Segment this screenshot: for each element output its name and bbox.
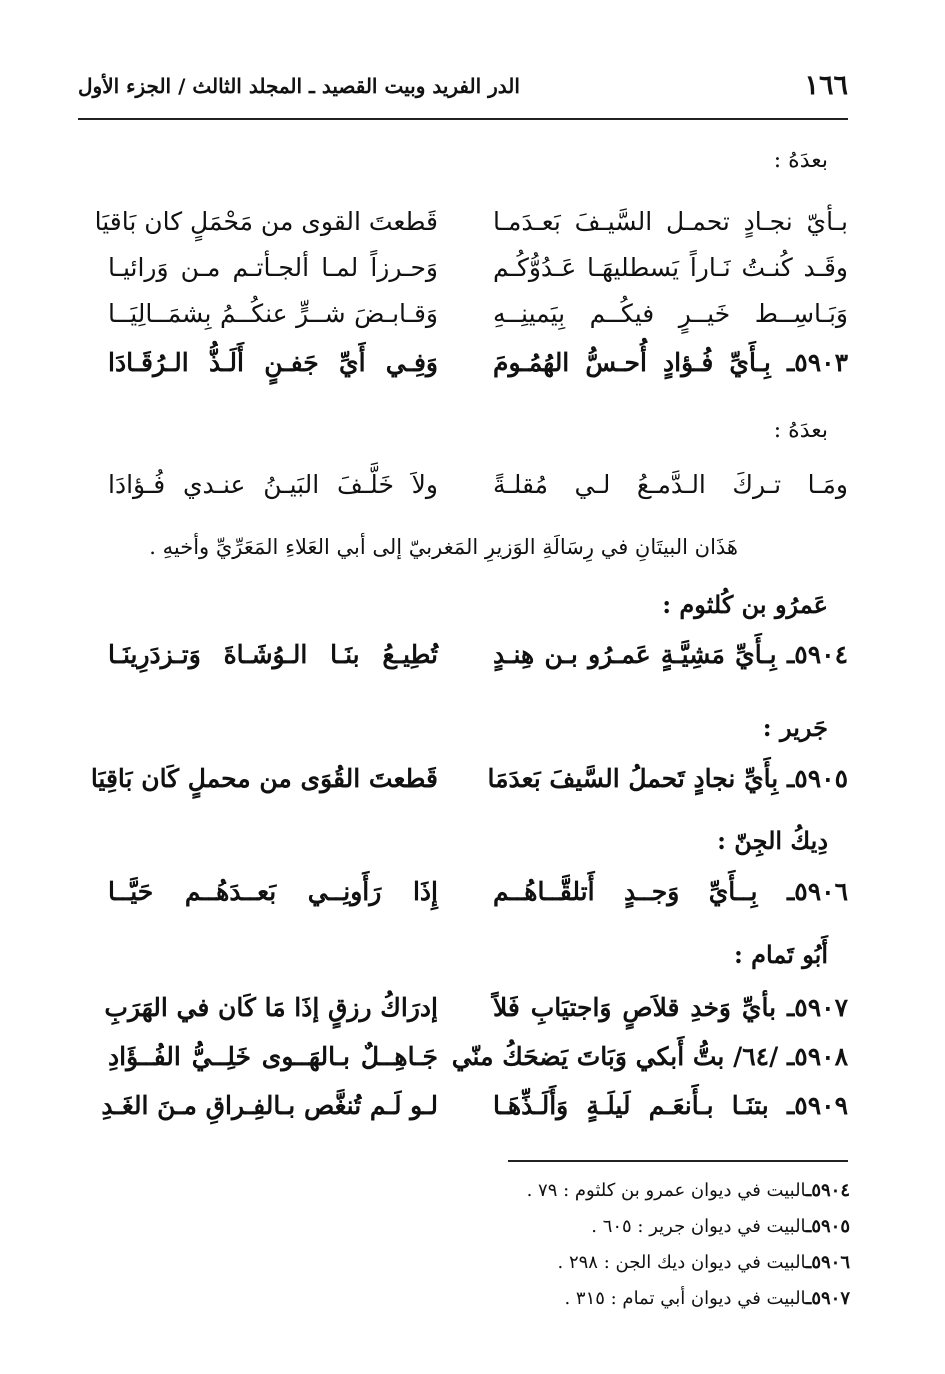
hemistich-second: تُطِيـعُ بنَـا الـوُشَـاةَ وَتـزدَرِينَـا: [108, 640, 438, 669]
running-head: الدر الفريد وبيت القصيد ـ المجلد الثالث / الجزء الأول: [78, 74, 520, 98]
intro-line: [78, 148, 848, 200]
intro-text: بعدَهُ :: [773, 418, 828, 443]
verse-number: ٥٩٠٤ـ: [786, 640, 848, 669]
hemistich-second: وَحـرزاً لمـا ألجـأتـم مـن وَرائيـا: [108, 253, 438, 282]
poet-name: جَرير :: [762, 713, 828, 742]
hemistich-second: وَقـابـضَ شــرٍّ عنكُــمُ بِشمَــالِيَــا: [108, 299, 438, 328]
verse-number: ٥٩٠٦ـ: [786, 877, 848, 906]
note-line: [78, 535, 848, 587]
verse-line-5905: [78, 764, 848, 816]
footnote-number: ٥٩٠٧ـ: [806, 1288, 850, 1309]
verse-number: ٥٩٠٩ـ: [786, 1091, 848, 1120]
hemistich-first: [493, 348, 848, 377]
hemistich-second: جَـاهِــلٌ بـالهَــوى خَلِــيُّ الفُــؤَادِ: [108, 1042, 438, 1071]
footnote-number: ٥٩٠٦ـ: [806, 1252, 850, 1273]
hemistich-second: ولاَ خَلَّـفَ البَيـنُ عنـدي فُـؤادَا: [108, 470, 438, 499]
verse-line-5904: [78, 640, 848, 692]
hemistich-second: وَفِـي أَيِّ جَفـنٍ أَلَـذُّ الـرُقَـادَا: [108, 348, 438, 377]
hemistich-first: [493, 877, 848, 906]
footnote-rule: [508, 1160, 848, 1162]
hemistich-text: بِـأَيِّ مَشِيَّـةٍ عَمـرُو بـن هِنـدٍ: [493, 640, 777, 669]
verse-line-5907: [78, 993, 848, 1045]
verse-line: [78, 299, 848, 351]
hemistich-first: [493, 1091, 848, 1120]
note-text: هَذَان البيتَانِ في رِسَالَةِ الوَزيرِ المَغربيّ إلى أبي العَلاءِ المَعَرِّيِّ وأخيهِ .: [149, 535, 738, 559]
hemistich-second: قَطعتَ القُوَى من محملٍ كَان بَاقِيَا: [90, 764, 438, 793]
hemistich-first: [493, 993, 848, 1022]
hemistich-text: بتنَـا بـأَنعَـم لَيلَـةٍ وَأَلَـذِّهَـا: [493, 1091, 769, 1120]
hemistich-text: بِـأَيِّ فُـؤادٍ أُحـسُّ الهُمُـومَ: [493, 348, 771, 377]
hemistich-text: بِــأَيِّ وَجــدٍ أَتلقَّــاهُــم: [493, 877, 758, 906]
hemistich-first: وَبَـاسِــط خَيــرٍ فيكُــم بِيَمينِــهِ: [493, 299, 848, 328]
poet-name: عَمرُو بن كُلثوم :: [662, 590, 828, 619]
header-rule: [78, 118, 848, 120]
hemistich-first: [451, 1042, 848, 1071]
footnote: [564, 1288, 850, 1309]
hemistich-second: قَطعتَ القوى من مَحْمَلٍ كان بَاقيَا: [94, 207, 438, 236]
hemistich-first: [493, 640, 848, 669]
page-header: [78, 70, 848, 110]
verse-line-5903: [78, 348, 848, 400]
footnote-number: ٥٩٠٤ـ: [806, 1180, 850, 1201]
hemistich-first: بـأيّ نجـادٍ تحمـل السَّيـفَ بَعـدَمـا: [493, 207, 848, 236]
footnote: [527, 1180, 850, 1201]
page-number: ١٦٦: [804, 70, 848, 101]
intro-line: [78, 418, 848, 470]
hemistich-second: إِذَا رَأَونِــي بَعــدَهُــم حَيَّــا: [108, 877, 438, 906]
verse-number: ٥٩٠٨ـ: [786, 1042, 848, 1071]
verse-number: ٥٩٠٥ـ: [786, 764, 848, 793]
hemistich-second: لـو لَـم تُنغَّص بـالفِـراقِ مـنَ الغَـدِ: [101, 1091, 438, 1120]
verse-number: ٥٩٠٣ـ: [786, 348, 848, 377]
poet-line: [78, 826, 848, 878]
footnote-text: البيت في ديوان عمرو بن كلثوم : ٧٩ .: [526, 1180, 807, 1201]
hemistich-first: [487, 764, 848, 793]
intro-text: بعدَهُ :: [773, 148, 828, 173]
verse-number: ٥٩٠٧ـ: [786, 993, 848, 1022]
poet-line: [78, 940, 848, 992]
hemistich-text: بِأَيِّ نجادٍ تَحملُ السَّيفَ بَعدَمَا: [487, 764, 779, 793]
verse-line-5906: [78, 877, 848, 929]
footnote-text: البيت في ديوان ديك الجن : ٢٩٨ .: [557, 1252, 807, 1273]
hemistich-first: ومَـا تـركَ الـدَّمـعُ لـي مُقلـةً: [493, 470, 848, 499]
footnote-text: البيت في ديوان أبي تمام : ٣١٥ .: [564, 1288, 807, 1309]
footnote-number: ٥٩٠٥ـ: [806, 1216, 850, 1237]
poet-name: أَبُو تَمام :: [733, 940, 828, 969]
verse-line-5908: [78, 1042, 848, 1094]
hemistich-first: وقَـد كُنـتُ نَـاراً يَسطليهَـا عَـدُوُّكُـم: [493, 253, 848, 282]
footnote-text: البيت في ديوان جرير : ٦٠٥ .: [591, 1216, 807, 1237]
verse-line-5909: [78, 1091, 848, 1143]
poet-name: دِيكُ الجِنّ :: [717, 826, 828, 855]
poet-line: [78, 590, 848, 642]
verse-line: [78, 470, 848, 522]
hemistich-text: بأيِّ وَخدِ قلاَصٍ وَاجتيَابِ فَلاً: [493, 993, 777, 1022]
footnote: [591, 1216, 850, 1237]
hemistich-text: /٦٤/ بتُّ أَبكي وَبَاتَ يَضحَكُ منّي: [451, 1042, 779, 1071]
poet-line: [78, 713, 848, 765]
footnote: [558, 1252, 850, 1273]
hemistich-second: إدرَاكُ رزقٍ إذَا مَا كَان في الهَرَبِ: [104, 993, 438, 1022]
verse-line: [78, 253, 848, 305]
verse-line: [78, 207, 848, 259]
